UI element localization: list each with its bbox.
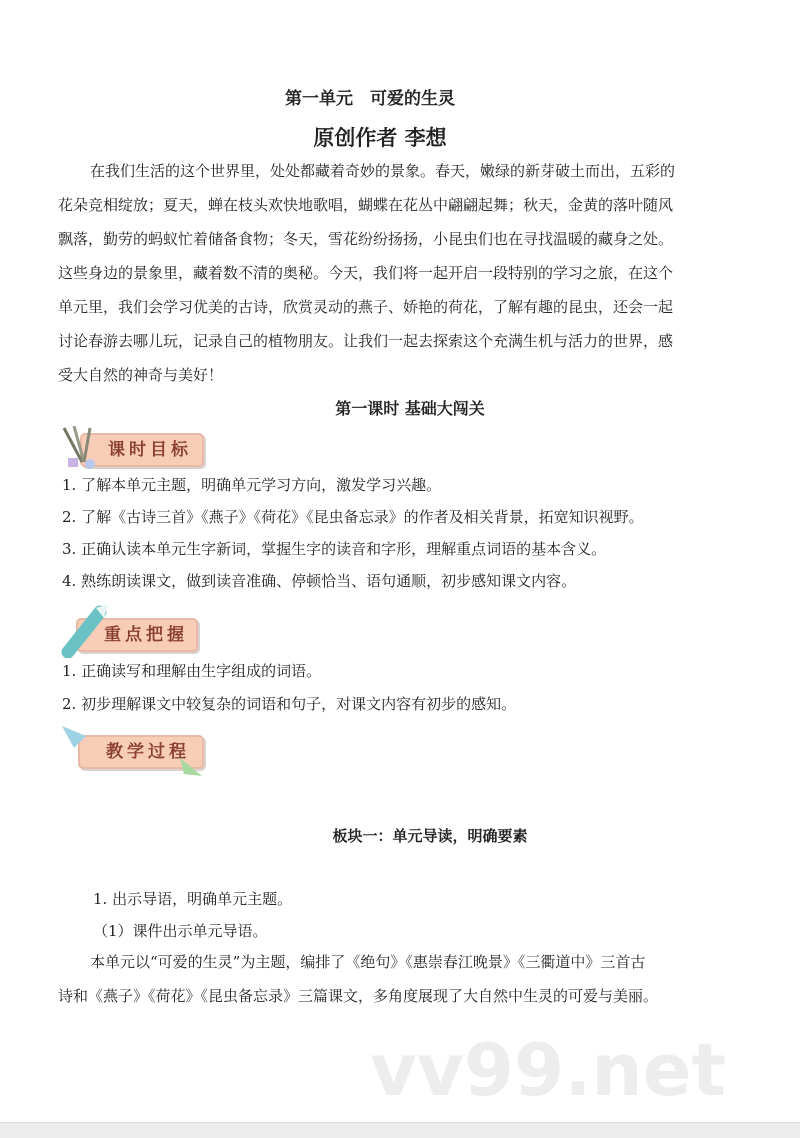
intro-line: 花朵竞相绽放；夏天，蝉在枝头欢快地歌唱，蝴蝶在花丛中翩翩起舞；秋天，金黄的落叶随风 [58, 196, 674, 214]
page-bottom-edge [0, 1122, 800, 1138]
unit-title: 第一单元 可爱的生灵 [285, 89, 455, 109]
goal-item: 3. 正确认读本单元生字新词，掌握生字的读音和字形，理解重点词语的基本含义。 [62, 540, 607, 558]
goals-banner-label: 课时目标 [108, 440, 192, 460]
intro-line: 这些身边的景象里，藏着数不清的奥秘。今天，我们将一起开启一段特别的学习之旅，在这个 [58, 264, 674, 282]
step-body [58, 945, 748, 1013]
goal-item: 4. 熟练朗读课文，做到读音准确、停顿恰当、语句通顺，初步感知课文内容。 [62, 572, 577, 590]
key-points-banner-label: 重点把握 [104, 625, 188, 645]
step-body-line: 本单元以“可爱的生灵”为主题，编排了《绝句》《惠崇春江晚景》《三衢道中》三首古 [90, 953, 646, 971]
process-banner-label: 教学过程 [106, 742, 190, 762]
intro-line: 讨论春游去哪儿玩，记录自己的植物朋友。让我们一起去探索这个充满生机与活力的世界，感 [58, 332, 674, 350]
section-title: 板块一：单元导读，明确要素 [332, 827, 528, 845]
intro-line: 受大自然的神奇与美好！ [58, 366, 224, 384]
intro-line: 飘落，勤劳的蚂蚁忙着储备食物；冬天，雪花纷纷扬扬，小昆虫们也在寻找温暖的藏身之处。 [58, 230, 674, 248]
pencils-icon [60, 426, 100, 470]
key-point-item: 1. 正确读写和理解由生字组成的词语。 [62, 662, 322, 680]
crayon-icon [60, 602, 110, 658]
step-item: 1. 出示导语，明确单元主题。 [93, 890, 293, 908]
author-line: 原创作者 李想 [313, 126, 447, 150]
goal-item: 1. 了解本单元主题，明确单元学习方向，激发学习兴趣。 [62, 476, 442, 494]
intro-line: 在我们生活的这个世界里，处处都藏着奇妙的景象。春天，嫩绿的新芽破土而出，五彩的 [90, 162, 676, 180]
lesson-title: 第一课时 基础大闯关 [335, 399, 485, 418]
watermark: vv99.net [370, 1028, 726, 1112]
goal-item: 2. 了解《古诗三首》《燕子》《荷花》《昆虫备忘录》的作者及相关背景，拓宽知识视野。 [62, 508, 644, 526]
step-body-line: 诗和《燕子》《荷花》《昆虫备忘录》三篇课文，多角度展现了大自然中生灵的可爱与美丽。 [58, 987, 659, 1005]
step-subitem: （1）课件出示单元导语。 [93, 922, 268, 940]
intro-paragraph [58, 154, 748, 392]
intro-line: 单元里，我们会学习优美的古诗，欣赏灵动的燕子、娇艳的荷花，了解有趣的昆虫，还会一起 [58, 298, 674, 316]
paper-plane-icon [60, 724, 210, 780]
key-point-item: 2. 初步理解课文中较复杂的词语和句子，对课文内容有初步的感知。 [62, 695, 517, 713]
